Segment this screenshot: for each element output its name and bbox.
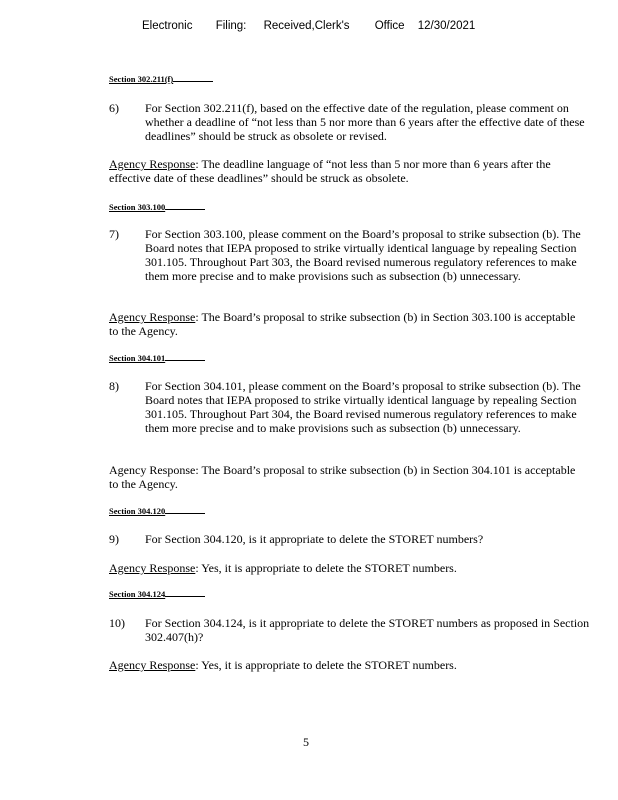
filing-header	[142, 20, 475, 32]
section-heading: Section 304.120	[109, 506, 205, 516]
response-label: Agency Response	[109, 157, 196, 171]
question-text: For Section 304.120, is it appropriate to delete the STORET numbers?	[145, 532, 484, 546]
header-electronic: Electronic	[142, 20, 193, 32]
question-text: For Section 303.100, please comment on the Board’s proposal to strike subsection (b). The Board notes that IEPA proposed to strike virtually identical language by repealing Section 301.105. Throughout Part 303, the Board revised numerous regulatory references to make them more precise and to make provisions such as subsection (b) unnecessary.	[145, 227, 581, 283]
question-item	[109, 532, 594, 546]
response-text: : The deadline language of “not less than 5 nor more than 6 years after the effective date of these deadlines” should be struck as obsolete.	[109, 157, 551, 185]
response-text: : Yes, it is appropriate to delete the STORET numbers.	[195, 561, 457, 575]
section-heading: Section 302.211(f)	[109, 74, 213, 84]
page-number: 5	[303, 735, 309, 749]
response-text: : The Board’s proposal to strike subsection (b) in Section 304.101 is acceptable to the Agency.	[109, 463, 576, 491]
question-item	[109, 616, 594, 644]
question-text: For Section 304.101, please comment on the Board’s proposal to strike subsection (b). The Board notes that IEPA proposed to strike virtually identical language by repealing Section 301.105. Throughout Part 304, the Board revised numerous regulatory references to make them more precise and to make provisions such as subsection (b) unnecessary.	[145, 379, 581, 435]
response-label: Agency Response	[109, 658, 196, 672]
question-number: 6)	[109, 101, 119, 115]
question-item	[109, 227, 594, 283]
question-number: 9)	[109, 532, 119, 546]
response-label: Agency Response	[109, 310, 196, 324]
header-date: 12/30/2021	[417, 20, 476, 32]
agency-response	[109, 310, 579, 338]
response-label: Agency Response	[109, 561, 196, 575]
agency-response	[109, 658, 579, 672]
section-heading: Section 304.124	[109, 589, 205, 599]
question-text: For Section 304.124, is it appropriate to delete the STORET numbers as proposed in Section 302.407(h)?	[145, 616, 590, 644]
agency-response	[109, 157, 579, 185]
section-heading: Section 303.100	[109, 202, 205, 212]
response-text: : The Board’s proposal to strike subsection (b) in Section 303.100 is acceptable to the Agency.	[109, 310, 576, 338]
question-item	[109, 379, 594, 435]
response-text: : Yes, it is appropriate to delete the STORET numbers.	[195, 658, 457, 672]
section-heading: Section 304.101	[109, 353, 205, 363]
question-number: 8)	[109, 379, 119, 393]
question-number: 7)	[109, 227, 119, 241]
agency-response	[109, 561, 579, 575]
question-number: 10)	[109, 616, 125, 630]
question-item	[109, 101, 594, 143]
header-office: Office	[374, 20, 405, 32]
header-filing: Filing:	[215, 20, 247, 32]
agency-response	[109, 463, 579, 491]
response-label: Agency Response	[109, 463, 196, 477]
header-received: Received,Clerk's	[263, 20, 350, 32]
question-text: For Section 302.211(f), based on the effective date of the regulation, please comment on whether a deadline of “not less than 5 nor more than 6 years after the effective date of these deadlines” should be struck as obsolete or revised.	[145, 101, 585, 143]
